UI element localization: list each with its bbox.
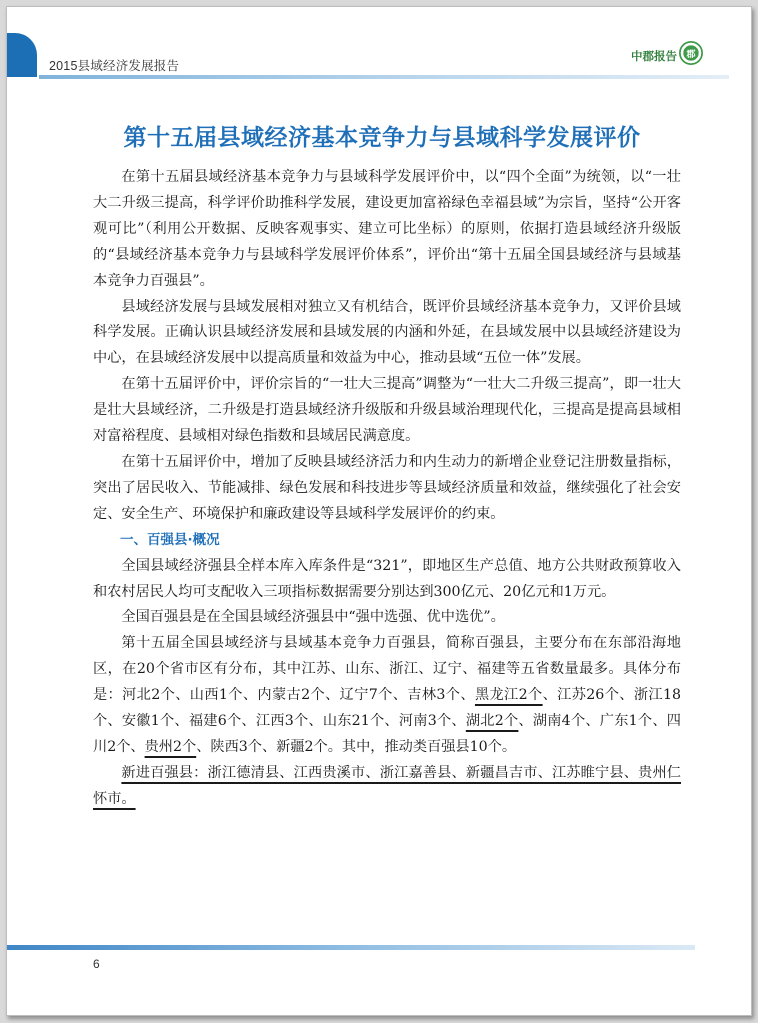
new-counties-paragraph	[93, 761, 681, 813]
distribution-mid-2: 、湖南4个、广东1个、四川2个、	[93, 713, 681, 755]
header-rule	[39, 75, 729, 79]
document-body	[93, 165, 681, 813]
underlined-new-counties: 新进百强县：浙江德清县、江西贵溪市、浙江嘉善县、新疆昌吉市、江苏睢宁县、贵州仁怀市。	[93, 764, 681, 807]
underlined-heilongjiang: 黑龙江2个	[474, 687, 543, 704]
section-heading: 一、百强县·概况	[120, 531, 220, 548]
paragraph-3: 在第十五届评价中，评价宗旨的“一壮大三提高”调整为“一壮大二升级三提高”，即一壮大是壮大县域经济，二升级是打造县域经济升级版和升级县域治理现代化，三提高是提高县域相对富裕程度、县域相对绿色指数和县域居民满意度。	[93, 376, 681, 445]
paragraph-4: 在第十五届评价中，增加了反映县域经济活力和内生动力的新增企业登记注册数量指标，突出了居民收入、节能减排、绿色发展和科技进步等县域经济质量和效益，继续强化了社会安定、安全生产、环境保护和廉政建设等县域科学发展评价的约束。	[93, 453, 681, 522]
brand-logo-icon	[679, 41, 703, 65]
distribution-lead: 第十五届全国县域经济与县域基本竞争力百强县，简称百强县，主要分布在东部沿海地区，在20个省市区有分布，其中江苏、山东、浙江、辽宁、福建等五省数量最多。具体分布是：河北2个、山西1个、内蒙古2个、辽宁7个、吉林3个、	[93, 635, 681, 704]
paragraph-6: 全国百强县是在全国县域经济强县中“强中选强、优中选优”。	[121, 609, 505, 626]
paragraph-1: 在第十五届县域经济基本竞争力与县域科学发展评价中，以“四个全面”为统领，以“一壮大二升级三提高，科学评价助推科学发展，建设更加富裕绿色幸福县域”为宗旨，坚持“公开客观可比”（利用公开数据、反映客观事实、建立可比坐标）的原则，依据打造县域经济升级版的“县域经济基本竞争力与县域科学发展评价体系”，评价出“第十五届全国县域经济与县域基本竞争力百强县”。	[93, 169, 681, 289]
paragraph-5: 全国县域经济强县全样本库入库条件是“321”，即地区生产总值、地方公共财政预算收入和农村居民人均可支配收入三项指标数据需要分别达到300亿元、20亿元和1万元。	[93, 557, 681, 600]
distribution-tail: 、陕西3个、新疆2个。其中，推动类百强县10个。	[196, 738, 517, 755]
underlined-hubei: 湖北2个	[465, 713, 519, 730]
running-header-title: 2015县域经济发展报告	[49, 59, 180, 73]
paragraph-2: 县域经济发展与县域发展相对独立又有机结合，既评价县域经济基本竞争力，又评价县域科学发展。正确认识县域经济发展和县域发展的内涵和外延，在县域发展中以县域经济建设为中心，在县域经济发展中以提高质量和效益为中心，推动县域“五位一体”发展。	[93, 298, 681, 367]
page-title: 第十五届县域经济基本竞争力与县域科学发展评价	[123, 125, 641, 151]
distribution-paragraph	[93, 631, 681, 761]
underlined-guizhou: 贵州2个	[144, 738, 197, 755]
document-page	[6, 6, 752, 1016]
distribution-mid-1: 、江苏26个、浙江18个、安徽1个、福建6个、江西3个、山东21个、河南3个、	[93, 687, 682, 730]
footer-rule	[7, 945, 695, 950]
header-corner-tab	[7, 33, 37, 77]
brand-name: 中郡报告	[631, 49, 677, 63]
page-number: 6	[93, 957, 100, 971]
logo-glyph: 郡	[686, 49, 696, 60]
